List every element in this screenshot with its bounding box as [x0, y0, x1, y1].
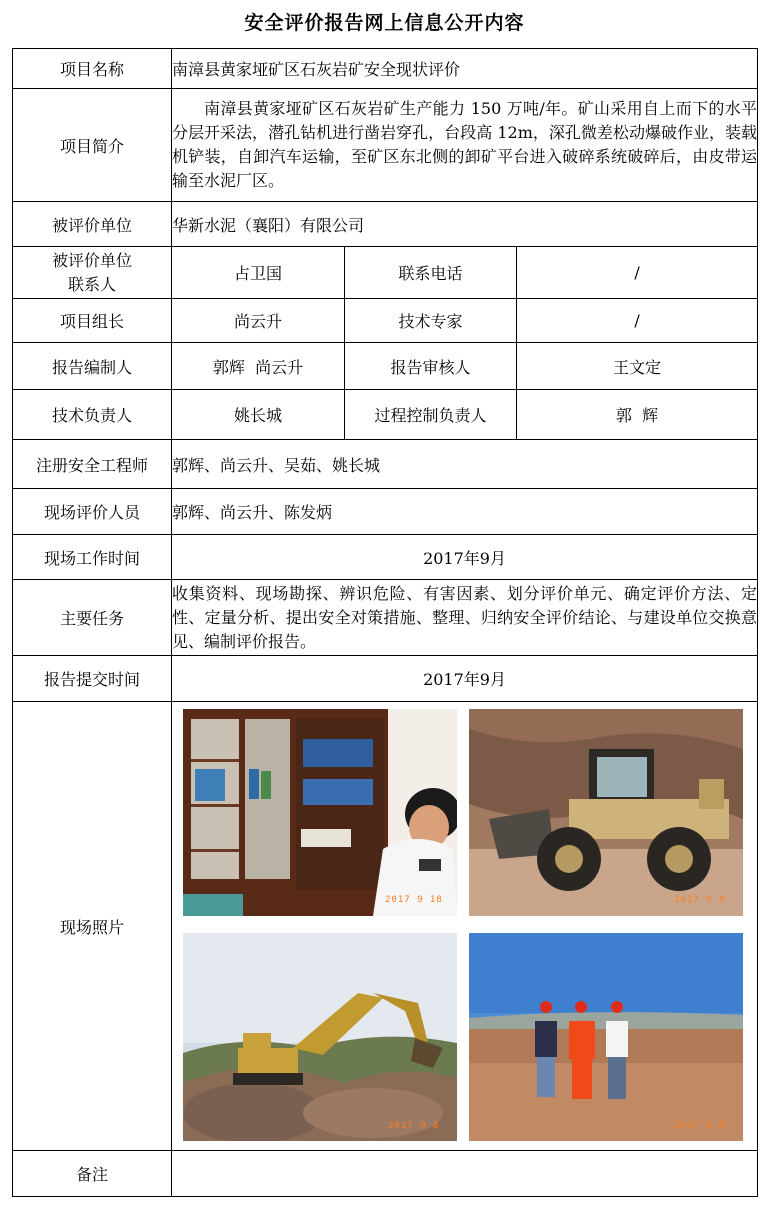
photo-workers	[469, 933, 743, 1141]
row-project-intro	[13, 89, 758, 202]
submit-time-label: 报告提交时间	[13, 656, 172, 702]
project-intro-value: 南漳县黄家垭矿区石灰岩矿生产能力 150 万吨/年。矿山采用自上而下的水平分层开采法，潜孔钻机进行凿岩穿孔，台段高 12m，深孔微差松动爆破作业，装载机铲装，自卸汽车运输，至矿区东北侧的卸矿平台进入破碎系统破碎后，由皮带运输至水泥厂区。	[172, 99, 758, 190]
engineers-label: 注册安全工程师	[13, 440, 172, 489]
row-remarks	[13, 1151, 758, 1197]
site-staff-label: 现场评价人员	[13, 489, 172, 535]
row-compiler	[13, 343, 758, 390]
project-name-label: 项目名称	[13, 49, 172, 89]
project-intro-label: 项目简介	[13, 89, 172, 202]
row-evaluated-unit	[13, 202, 758, 247]
reviewer-value: 王文定	[517, 343, 758, 390]
submit-time-value: 2017年9月	[172, 656, 758, 702]
page-title: 安全评价报告网上信息公开内容	[244, 12, 525, 34]
photo-loader-stamp: 2017 9 8	[674, 894, 726, 905]
office-scene-image	[183, 709, 457, 916]
phone-value: /	[517, 247, 758, 299]
row-photos	[13, 702, 758, 1151]
row-tasks	[13, 580, 758, 656]
photo-grid	[172, 703, 756, 1150]
expert-label: 技术专家	[345, 299, 517, 343]
photo-excavator	[183, 933, 457, 1141]
phone-label: 联系电话	[345, 247, 517, 299]
work-time-label: 现场工作时间	[13, 535, 172, 580]
team-leader-value: 尚云升	[172, 299, 345, 343]
photo-office	[183, 709, 457, 916]
tasks-label: 主要任务	[13, 580, 172, 656]
work-time-value: 2017年9月	[172, 535, 758, 580]
info-table	[12, 48, 758, 1197]
project-name-value: 南漳县黄家垭矿区石灰岩矿安全现状评价	[172, 49, 758, 89]
photos-label: 现场照片	[13, 702, 172, 1151]
reviewer-label: 报告审核人	[345, 343, 517, 390]
row-project-name	[13, 49, 758, 89]
contact-label	[13, 247, 172, 299]
remarks-label: 备注	[13, 1151, 172, 1197]
process-label: 过程控制负责人	[345, 390, 517, 440]
row-team-leader	[13, 299, 758, 343]
row-site-staff	[13, 489, 758, 535]
tech-lead-label: 技术负责人	[13, 390, 172, 440]
tech-lead-value: 姚长城	[172, 390, 345, 440]
photo-office-stamp: 2017 9 18	[385, 894, 443, 905]
row-contact	[13, 247, 758, 299]
evaluated-unit-value: 华新水泥（襄阳）有限公司	[172, 202, 758, 247]
expert-value: /	[517, 299, 758, 343]
excavator-scene-image	[183, 933, 457, 1141]
evaluated-unit-label: 被评价单位	[13, 202, 172, 247]
compiler-label: 报告编制人	[13, 343, 172, 390]
contact-label-line2: 联系人	[67, 274, 116, 294]
tasks-value: 收集资料、现场勘探、辨识危险、有害因素、划分评价单元、确定评价方法、定性、定量分析、提出安全对策措施、整理、归纳安全评价结论、与建设单位交换意见、编制评价报告。	[172, 580, 758, 656]
project-intro-cell	[172, 89, 758, 202]
process-value: 郭 辉	[517, 390, 758, 440]
row-engineers	[13, 440, 758, 489]
photo-excavator-stamp: 2017 9 8	[388, 1120, 440, 1131]
contact-value: 占卫国	[172, 247, 345, 299]
workers-scene-image	[469, 933, 743, 1141]
row-tech-lead	[13, 390, 758, 440]
engineers-value: 郭辉、尚云升、吴茹、姚长城	[172, 440, 758, 489]
row-submit-time	[13, 656, 758, 702]
contact-label-line1: 被评价单位	[51, 250, 132, 270]
photo-loader	[469, 709, 743, 916]
compiler-value: 郭辉 尚云升	[172, 343, 345, 390]
site-staff-value: 郭辉、尚云升、陈发炳	[172, 489, 758, 535]
photos-cell	[172, 702, 758, 1151]
photo-workers-stamp: 2017 9 8	[674, 1120, 726, 1131]
loader-scene-image	[469, 709, 743, 916]
row-work-time	[13, 535, 758, 580]
team-leader-label: 项目组长	[13, 299, 172, 343]
remarks-value	[172, 1151, 758, 1197]
